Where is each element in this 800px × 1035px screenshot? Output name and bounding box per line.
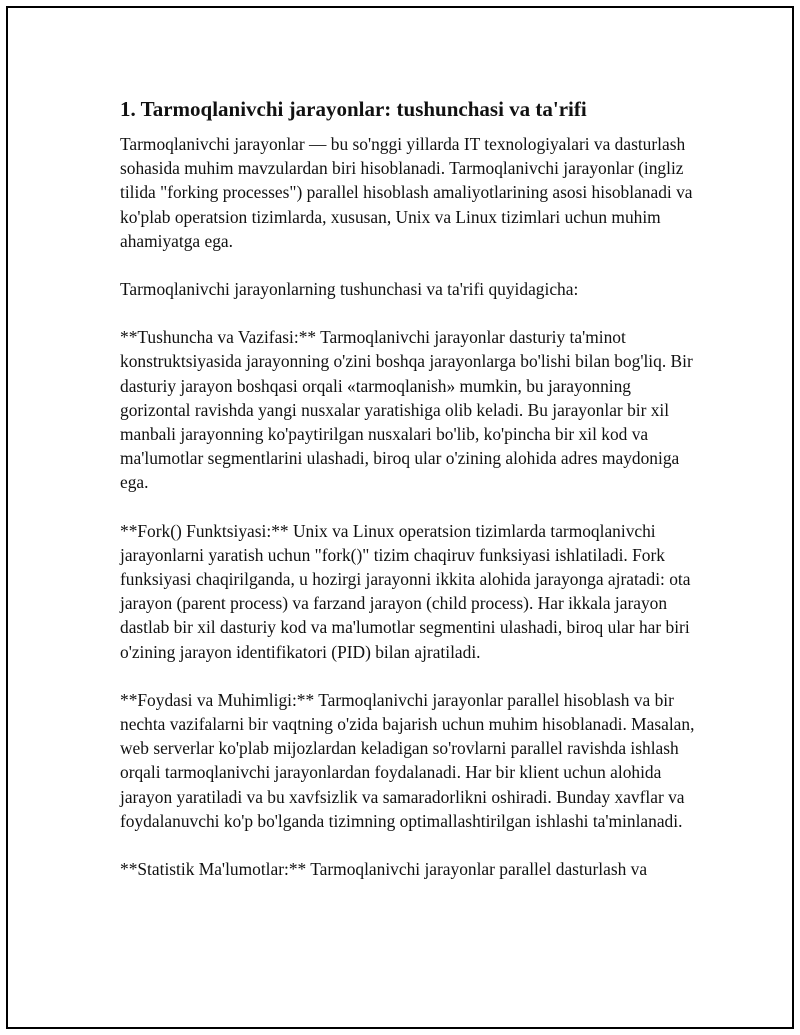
document-heading: 1. Tarmoqlanivchi jarayonlar: tushunchasi va ta'rifi xyxy=(120,97,587,121)
paragraph-definition-lead: Tarmoqlanivchi jarayonlarning tushunchasi va ta'rifi quyidagicha: xyxy=(120,279,579,300)
paragraph-benefits: **Foydasi va Muhimligi:** Tarmoqlanivchi jarayonlar parallel hisoblash va bir nechta vazifalarni bir vaqtning o'zida bajarish uchun muhim hisoblanadi. Masalan, web serverlar ko'plab mijozlardan keladigan so'rovlarni parallel ravishda ishlash orqali tarmoqlanivchi jarayonlardan foydalanadi. Har bir klient uchun alohida jarayon yaratiladi va bu xavfsizlik va samaradorlikni oshiradi. Bunday xavflar va foydalanuvchi ko'p bo'lganda tizimning optimallashtirilgan ishlashi ta'minlanadi. xyxy=(120,689,695,831)
paragraph-concept: **Tushuncha va Vazifasi:** Tarmoqlanivchi jarayonlar dasturiy ta'minot konstruktsiyasida jarayonning o'zini boshqa jarayonlarga bo'lishi bilan bog'liq. Bir dasturiy jarayon boshqasi orqali «tarmoqlanish» mumkin, bu jarayonning gorizontal ravishda yangi nusxalar yaratishiga olib keladi. Bu jarayonlar bir xil manbali jarayonning ko'paytirilgan nusxalari bo'lib, ko'pincha bir xil kod va ma'lumotlar segmentlarini ulashadi, biroq ular o'zining alohida adres maydoniga ega. xyxy=(120,327,693,493)
paragraph-statistics: **Statistik Ma'lumotlar:** Tarmoqlanivchi jarayonlar parallel dasturlash va xyxy=(120,859,648,880)
paragraph-intro: Tarmoqlanivchi jarayonlar — bu so'nggi yillarda IT texnologiyalari va dasturlash sohasida muhim mavzulardan biri hisoblanadi. Tarmoqlanivchi jarayonlar (ingliz tilida "forking processes") parallel hisoblash amaliyotlarining asosi hisoblanadi va ko'plab operatsion tizimlarda, xususan, Unix va Linux tizimlari uchun muhim ahamiyatga ega. xyxy=(120,134,693,251)
document-body xyxy=(120,94,700,905)
document-page xyxy=(6,6,794,1029)
paragraph-fork-function: **Fork() Funktsiyasi:** Unix va Linux operatsion tizimlarda tarmoqlanivchi jarayonlarni yaratish uchun "fork()" tizim chaqiruv funksiyasi ishlatiladi. Fork funksiyasi chaqirilganda, u hozirgi jarayonni ikkita alohida jarayonga ajratadi: ota jarayon (parent process) va farzand jarayon (child process). Har ikkala jarayon dastlab bir xil dasturiy kod va ma'lumotlar segmentini ulashadi, biroq ular har biri o'zining jarayon identifikatori (PID) bilan ajratiladi. xyxy=(120,520,691,662)
